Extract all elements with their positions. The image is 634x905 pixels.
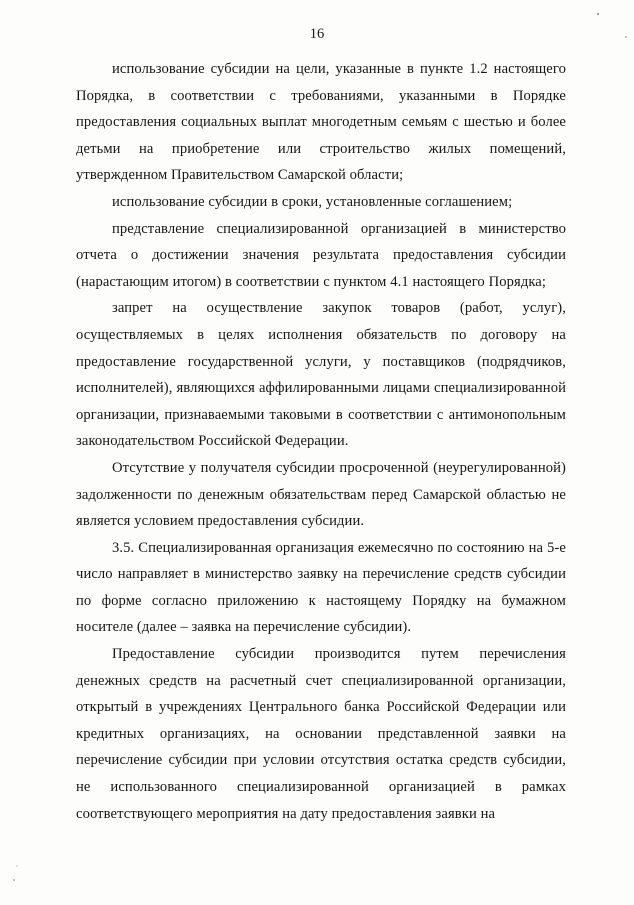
document-body [76,56,566,827]
paragraph-subsidy-transfer: Предоставление субсидии производится путем перечисления денежных средств на расчетный счет специализированной организации, открытый в учреждениях Центрального банка Российской Федерации или кредитных организациях, на основании представленной заявки на перечисление субсидии при условии отсутствия остатка средств субсидии, не использованного специализированной организацией в рамках соответствующего мероприятия на дату предоставления заявки на [76,646,566,822]
paragraph-report-submission: представление специализированной организацией в министерство отчета о достижении значения результата предоставления субсидии (нарастающим итогом) в соответствии с пунктом 4.1 настоящего Порядка; [76,220,566,290]
paragraph-subsidy-purpose: использование субсидии на цели, указанные в пункте 1.2 настоящего Порядка, в соответствии с требованиями, указанными в Порядке предоставления социальных выплат многодетным семьям с шестью и более детьми на приобретение или строительство жилых помещений, утвержденном Правительством Самарской области; [76,61,566,184]
paragraph-subsidy-terms: использование субсидии в сроки, установленные соглашением; [112,193,513,210]
paragraph-section-3-5: 3.5. Специализированная организация ежемесячно по состоянию на 5-е число направляет в министерство заявку на перечисление средств субсидии по форме согласно приложению к настоящему Порядку на бумажном носителе (далее – заявка на перечисление субсидии). [76,539,566,636]
page-number: 16 [309,26,325,42]
paragraph-procurement-ban: запрет на осуществление закупок товаров (работ, услуг), осуществляемых в целях исполнения обязательств по договору на предоставление государственной услуги, у поставщиков (подрядчиков, исполнителей), являющихся аффилированными лицами специализированной организации, признаваемыми таковыми в соответствии с антимонопольным законодательством Российской Федерации. [76,300,566,450]
paragraph-debt-absence: Отсутствие у получателя субсидии просроченной (неурегулированной) задолженности по денежным обязательствам перед Самарской областью не является условием предоставления субсидии. [76,459,566,530]
